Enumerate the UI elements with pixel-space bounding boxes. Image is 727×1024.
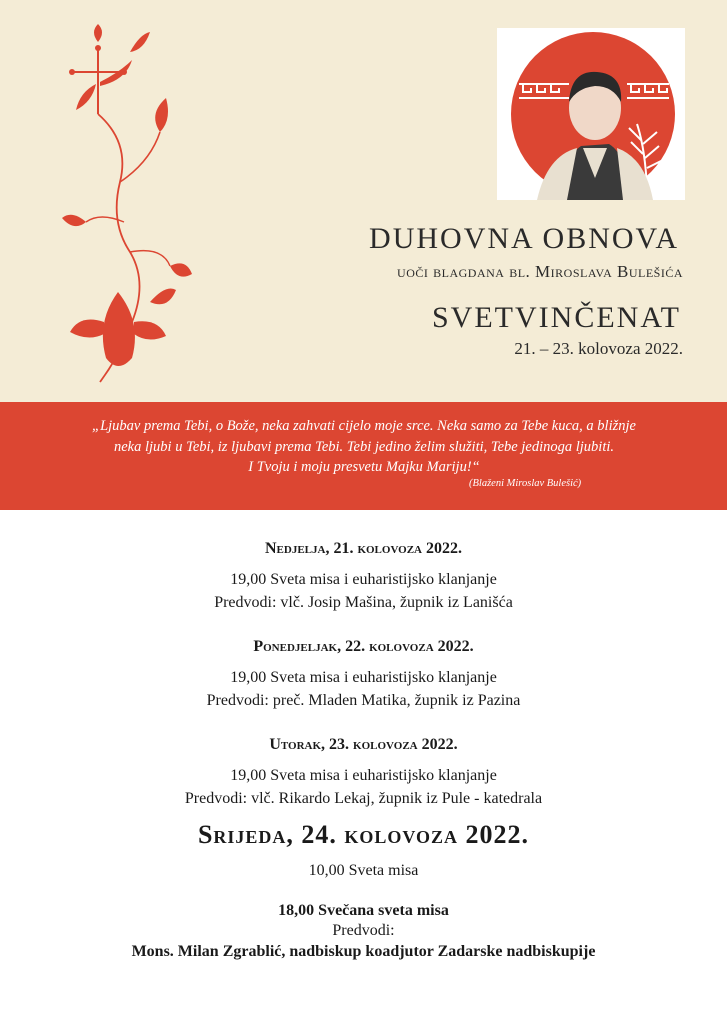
place-name: SVETVINČENAT (432, 301, 681, 334)
day-2-event: 19,00 Sveta misa i euharistijsko klanjanje (230, 669, 497, 686)
page-title: DUHOVNA OBNOVA (369, 222, 679, 255)
day-1-leader: Predvodi: vlč. Josip Mašina, župnik iz Lanišća (214, 594, 513, 611)
day-3-event: 19,00 Sveta misa i euharistijsko klanjanje (230, 767, 497, 784)
event-dates: 21. – 23. kolovoza 2022. (514, 339, 683, 358)
day-4-leader: Mons. Milan Zgrablić, nadbiskup koadjutor Zadarske nadbiskupije (131, 943, 596, 960)
day-1-event: 19,00 Sveta misa i euharistijsko klanjanje (230, 571, 497, 588)
day-2-leader: Predvodi: preč. Mladen Matika, župnik iz Pazina (206, 692, 521, 709)
day-4-event-1: 10,00 Sveta misa (308, 862, 419, 879)
blessed-miroslav-portrait (497, 28, 685, 200)
day-2-heading: Ponedjeljak, 22. kolovoza 2022. (253, 638, 474, 655)
quote-attribution: (Blaženi Miroslav Bulešić) (469, 478, 582, 489)
day-4-event-2: 18,00 Svečana sveta misa (278, 902, 449, 919)
page-subtitle: uoči blagdana bl. Miroslava Bulešića (397, 262, 683, 281)
day-4-heading: Srijeda, 24. kolovoza 2022. (197, 820, 530, 849)
day-1-heading: Nedjelja, 21. kolovoza 2022. (264, 540, 463, 557)
day-3-leader: Predvodi: vlč. Rikardo Lekaj, župnik iz Pule - katedrala (184, 790, 543, 807)
quote-line-3: I Tvoju i moju presvetu Majku Mariju!“ (248, 459, 480, 475)
quote-text (18, 416, 710, 478)
day-4-leader-label: Predvodi: (332, 922, 395, 939)
floral-cross-ornament (40, 22, 200, 402)
quote-line-1: „Ljubav prema Tebi, o Bože, neka zahvati cijelo moje srce. Neka samo za Tebe kuca, a bližnje (92, 418, 636, 434)
quote-line-2: neka ljubi u Tebi, iz ljubavi prema Tebi. Tebi jedino želim služiti, Tebe jedinoga ljubiti. (114, 438, 614, 455)
day-3-heading: Utorak, 23. kolovoza 2022. (269, 736, 458, 753)
